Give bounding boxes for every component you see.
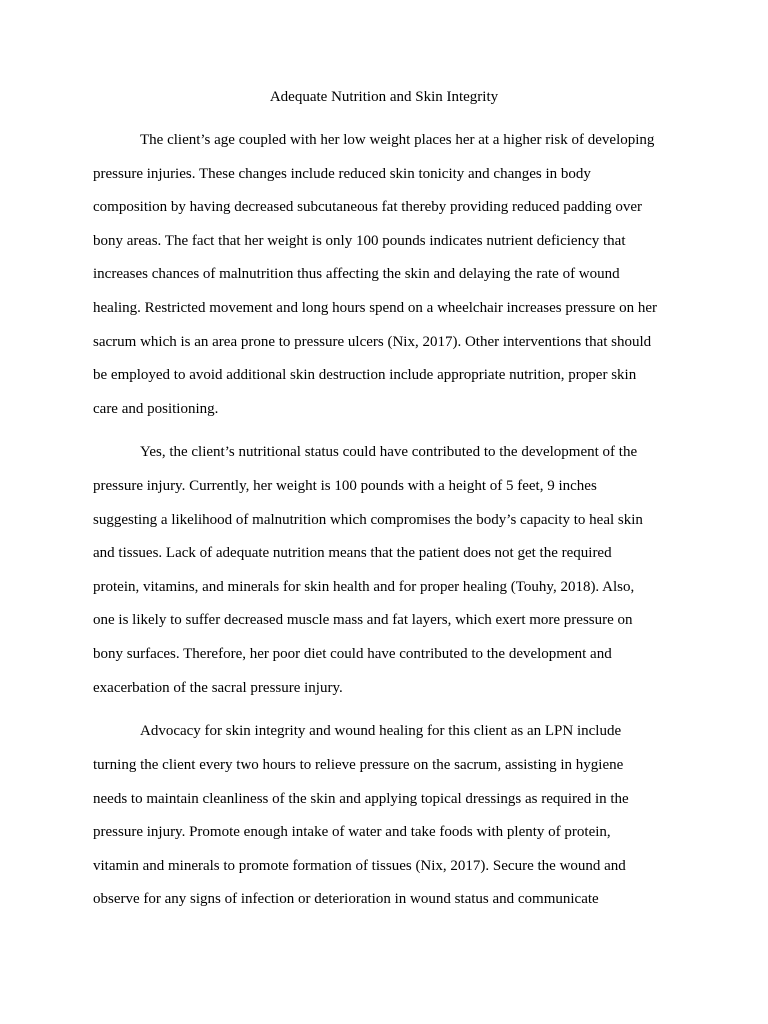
paragraph-1-line-1: The client’s age coupled with her low weight places her at a higher risk of developing [140, 132, 655, 148]
paragraph-2-line-8: exacerbation of the sacral pressure injury. [93, 680, 343, 696]
paragraph-1-line-6: healing. Restricted movement and long hours spend on a wheelchair increases pressure on her [93, 300, 657, 316]
paragraph-1-line-4: bony areas. The fact that her weight is only 100 pounds indicates nutrient deficiency that [93, 233, 626, 249]
paragraph-3-line-2: turning the client every two hours to relieve pressure on the sacrum, assisting in hygiene [93, 757, 624, 773]
paragraph-1-line-5: increases chances of malnutrition thus affecting the skin and delaying the rate of wound [93, 266, 620, 282]
paragraph-3-line-6: observe for any signs of infection or deterioration in wound status and communicate [93, 891, 599, 907]
paragraph-2-line-1: Yes, the client’s nutritional status could have contributed to the development of the [140, 444, 638, 460]
paragraph-1-line-2: pressure injuries. These changes include reduced skin tonicity and changes in body [93, 166, 591, 182]
paragraph-2-line-2: pressure injury. Currently, her weight is 100 pounds with a height of 5 feet, 9 inches [93, 478, 597, 494]
paragraph-2-line-6: one is likely to suffer decreased muscle mass and fat layers, which exert more pressure on [93, 612, 633, 628]
paragraph-2-line-7: bony surfaces. Therefore, her poor diet could have contributed to the development and [93, 646, 612, 662]
paragraph-3-line-1: Advocacy for skin integrity and wound healing for this client as an LPN include [140, 723, 622, 739]
paragraph-1-line-8: be employed to avoid additional skin destruction include appropriate nutrition, proper skin [93, 367, 637, 383]
paragraph-2-line-4: and tissues. Lack of adequate nutrition means that the patient does not get the required [93, 545, 612, 561]
paragraph-1-line-9: care and positioning. [93, 401, 219, 417]
paragraph-3-line-4: pressure injury. Promote enough intake of water and take foods with plenty of protein, [93, 824, 611, 840]
paragraph-1-line-3: composition by having decreased subcutaneous fat thereby providing reduced padding over [93, 199, 643, 215]
paragraph-3-line-5: vitamin and minerals to promote formation of tissues (Nix, 2017). Secure the wound and [93, 858, 626, 874]
paragraph-1-line-7: sacrum which is an area prone to pressure ulcers (Nix, 2017). Other interventions that should [93, 334, 652, 350]
paragraph-2-line-3: suggesting a likelihood of malnutrition which compromises the body’s capacity to heal skin [93, 512, 643, 528]
document-title: Adequate Nutrition and Skin Integrity [269, 89, 499, 105]
paragraph-3-line-3: needs to maintain cleanliness of the skin and applying topical dressings as required in the [93, 791, 629, 807]
paragraph-2-line-5: protein, vitamins, and minerals for skin health and for proper healing (Touhy, 2018). Also, [93, 579, 635, 595]
